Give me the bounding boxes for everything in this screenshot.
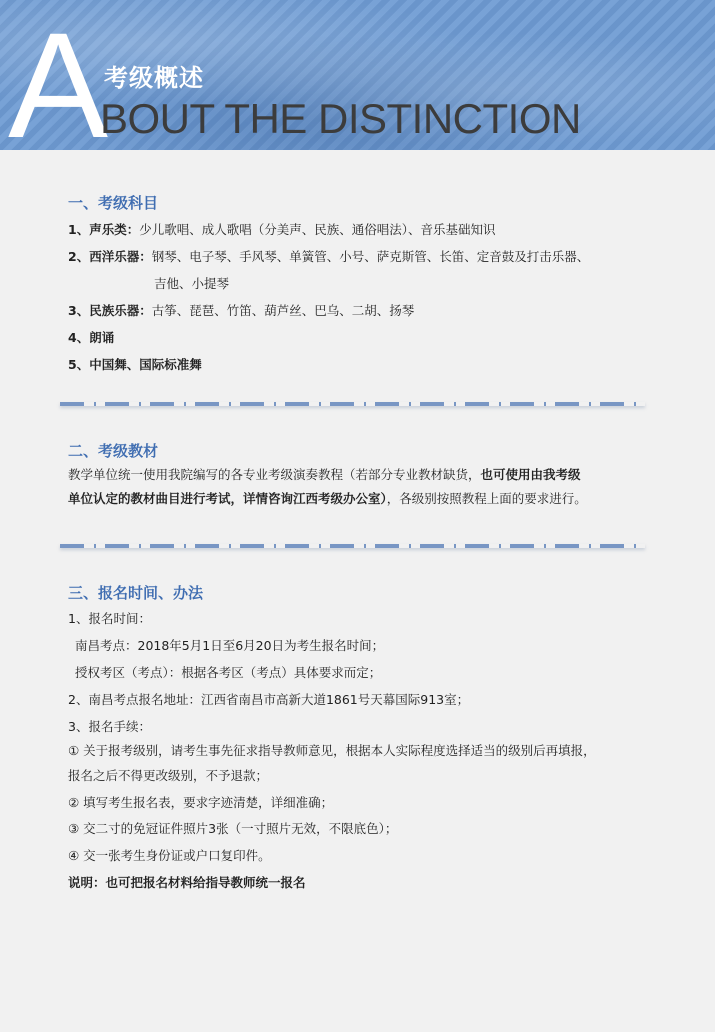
registration-line: 南昌考点：2018年5月1日至6月20日为考生报名时间； (75, 638, 385, 653)
registration-note: 说明：也可把报名材料给指导教师统一报名 (68, 875, 306, 890)
registration-step: ② 填写考生报名表，要求字迹清楚，详细准确； (68, 795, 334, 810)
textbook-text-bold: 单位认定的教材曲目进行考试，详情咨询江西考级办公室） (68, 491, 387, 506)
registration-line: 2、南昌考点报名地址：江西省南昌市高新大道1861号天幕国际913室； (68, 692, 470, 707)
subject-item (68, 248, 589, 266)
subject-text: 古筝、琵琶、竹笛、葫芦丝、巴乌、二胡、扬琴 (151, 303, 415, 318)
section1-title: 一、考级科目 (68, 194, 159, 212)
registration-step: 报名之后不得更改级别，不予退款； (68, 768, 269, 783)
subject-label: 1、声乐类： (68, 222, 140, 237)
subject-item: 5、中国舞、国际标准舞 (68, 357, 202, 372)
section-divider (60, 544, 645, 548)
subject-text: 钢琴、电子琴、手风琴、单簧管、小号、萨克斯管、长笛、定音鼓及打击乐器、 (151, 249, 590, 264)
banner-title-en: BOUT THE DISTINCTION (100, 95, 581, 142)
header-banner (0, 0, 715, 169)
section3-title: 三、报名时间、办法 (68, 584, 204, 602)
section-divider (60, 402, 645, 406)
registration-step: ④ 交一张考生身份证或户口复印件。 (68, 848, 271, 863)
subject-label: 2、西洋乐器： (68, 249, 152, 264)
textbook-text-bold: 也可使用由我考级 (480, 467, 581, 482)
textbook-text: 教学单位统一使用我院编写的各专业考级演奏教程（若部分专业教材缺货， (68, 467, 481, 482)
registration-step: ③ 交二寸的免冠证件照片3张（一寸照片无效，不限底色）； (68, 821, 398, 836)
textbook-text: ，各级别按照教程上面的要求进行。 (386, 491, 587, 506)
banner-initial-letter: A (8, 1, 109, 169)
registration-line: 1、报名时间： (68, 611, 151, 626)
registration-line: 3、报名手续： (68, 719, 151, 734)
banner-title-cn: 考级概述 (104, 64, 204, 92)
subject-item (68, 221, 495, 239)
textbook-paragraph-line (68, 490, 587, 508)
section2-title: 二、考级教材 (68, 442, 159, 460)
subject-text: 少儿歌唱、成人歌唱（分美声、民族、通俗唱法）、音乐基础知识 (139, 222, 496, 237)
subject-item (68, 302, 414, 320)
textbook-paragraph-line (68, 466, 581, 484)
registration-step: ① 关于报考级别，请考生事先征求指导教师意见，根据本人实际程度选择适当的级别后再填报， (68, 743, 596, 758)
subject-item: 4、朗诵 (68, 330, 115, 345)
registration-line: 授权考区（考点）：根据各考区（考点）具体要求而定； (75, 665, 382, 680)
subject-text-continued: 吉他、小提琴 (154, 276, 230, 291)
subject-label: 3、民族乐器： (68, 303, 152, 318)
